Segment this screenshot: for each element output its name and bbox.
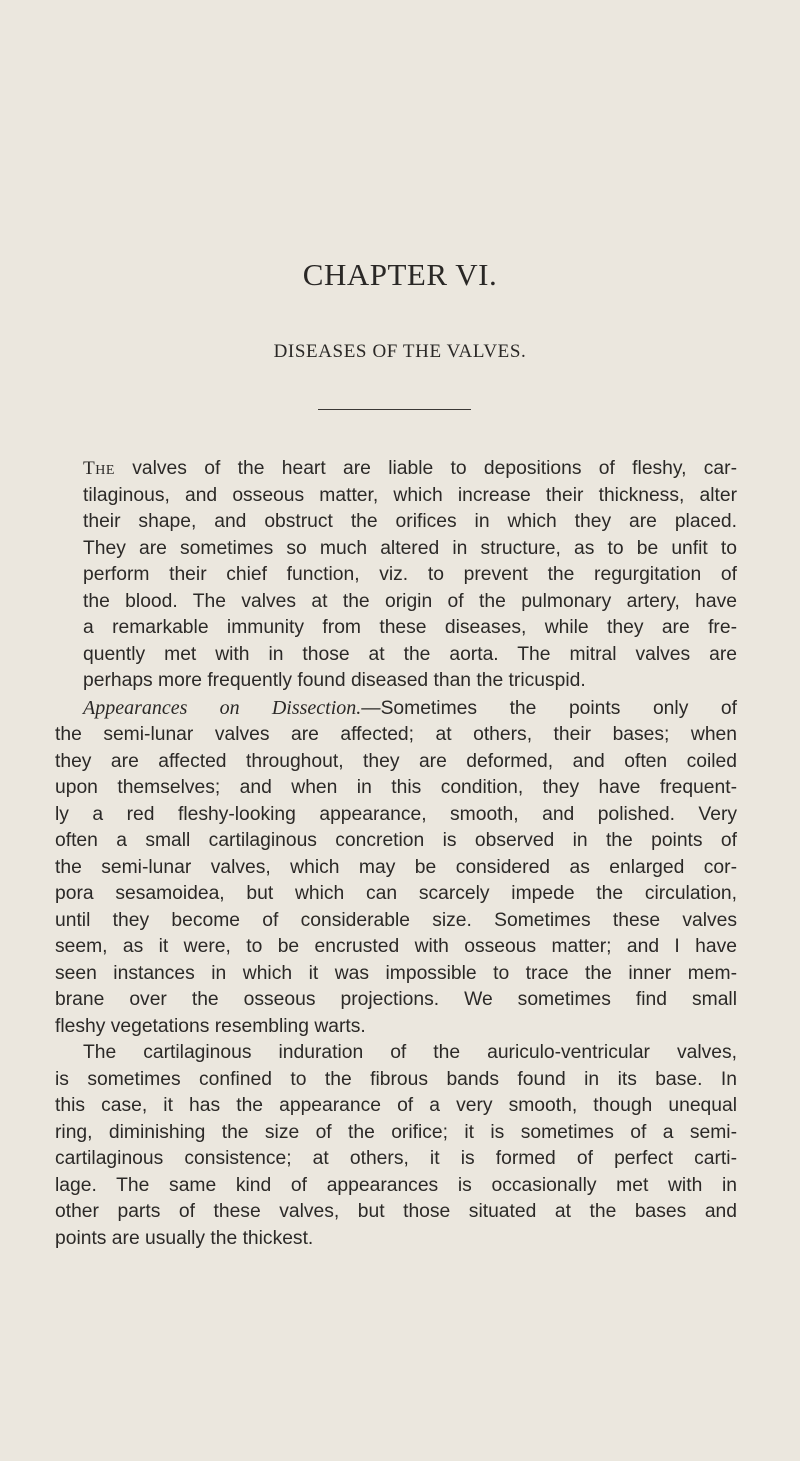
chapter-subtitle: DISEASES OF THE VALVES.	[273, 341, 527, 362]
text-line: until they become of considerable size. Sometimes these valves	[55, 909, 737, 931]
text-line: this case, it has the appearance of a very smooth, though unequal	[55, 1095, 737, 1116]
text-line: ly a red fleshy-looking appearance, smooth, and polished. Very	[55, 803, 737, 825]
body-text	[55, 456, 737, 1252]
chapter-title: CHAPTER VI.	[302, 257, 498, 292]
text-line: points are usually the thickest.	[55, 1227, 314, 1249]
text-line: the semi-lunar valves are affected; at others, their bases; when	[55, 724, 737, 745]
lead-word: The	[83, 458, 115, 479]
text-line: The valves of the heart are liable to depositions of fleshy, car-	[83, 458, 737, 479]
text-line: is sometimes confined to the fibrous bands found in its base. In	[55, 1068, 737, 1090]
text-line: perform their chief function, viz. to prevent the regurgitation of	[83, 564, 737, 585]
text-line: often a small cartilaginous concretion is observed in the points of	[55, 830, 737, 851]
text-line: fleshy vegetations resembling warts.	[55, 1015, 366, 1037]
text-line: lage. The same kind of appearances is occasionally met with in	[55, 1174, 737, 1196]
text-line: other parts of these valves, but those situated at the bases and	[55, 1201, 737, 1222]
text-line: pora sesamoidea, but which can scarcely impede the circulation,	[55, 883, 737, 904]
text-line: a remarkable immunity from these diseases, while they are fre-	[83, 617, 737, 638]
paragraph-3	[55, 1040, 737, 1252]
text-line: cartilaginous consistence; at others, it is formed of perfect carti-	[55, 1148, 737, 1169]
text-line: brane over the osseous projections. We sometimes find small	[55, 989, 737, 1010]
text-line: Appearances on Dissection.—Sometimes the points only of	[83, 696, 737, 719]
paragraph-2	[55, 695, 737, 1041]
text-line: They are sometimes so much altered in structure, as to be unfit to	[83, 537, 737, 559]
text-line: ring, diminishing the size of the orifice; it is sometimes of a semi-	[55, 1121, 737, 1143]
text-line: seem, as it were, to be encrusted with osseous matter; and I have	[55, 936, 737, 957]
text-line: seen instances in which it was impossible to trace the inner mem-	[55, 962, 737, 984]
text-line: The cartilaginous induration of the auriculo-ventricular valves,	[83, 1042, 737, 1063]
section-heading: Appearances on Dissection.	[83, 696, 362, 719]
text-line: the semi-lunar valves, which may be considered as enlarged cor-	[55, 856, 737, 878]
paragraph-1	[55, 456, 737, 695]
text-line: quently met with in those at the aorta. The mitral valves are	[83, 643, 737, 665]
text-line: the blood. The valves at the origin of the pulmonary artery, have	[83, 590, 737, 612]
divider-rule	[318, 409, 471, 410]
text-line: their shape, and obstruct the orifices in which they are placed.	[83, 511, 737, 532]
text-line: perhaps more frequently found diseased than the tricuspid.	[83, 670, 586, 691]
text-line: tilaginous, and osseous matter, which increase their thickness, alter	[83, 484, 737, 506]
text-line: upon themselves; and when in this condition, they have frequent-	[55, 777, 737, 798]
text-line: they are affected throughout, they are deformed, and often coiled	[55, 750, 737, 772]
